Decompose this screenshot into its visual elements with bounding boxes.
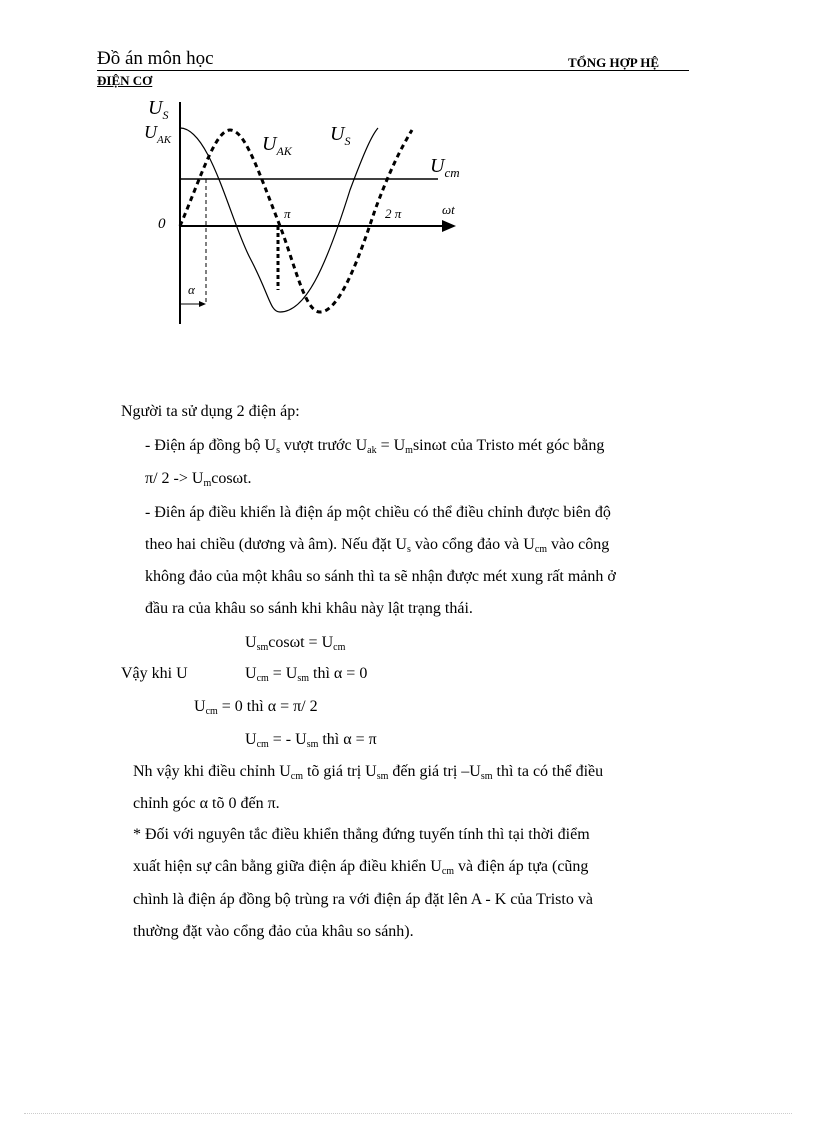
uak-axis-label: $U_{AK}$ bbox=[144, 122, 172, 146]
x-axis-arrow bbox=[442, 220, 456, 232]
uak-curve bbox=[180, 130, 412, 312]
para4-line2: xuất hiện sự cân bằng giữa điện áp điều khiển $U_{cm}$ và điện áp tựa (cũng bbox=[133, 858, 589, 877]
para3-line1: Nh vậy khi điều chỉnh $U_{cm}$ tõ giá trị $U_{sm}$ đến giá trị $-U_{sm}$ thì ta có thể điều bbox=[133, 763, 604, 782]
para3-line2: chỉnh góc α tõ 0 đến π. bbox=[133, 795, 280, 812]
header-subtitle: ĐIỆN CƠ bbox=[97, 73, 153, 88]
equation-3: $U_{cm} = 0$ thì α = π/ 2 bbox=[194, 698, 318, 717]
header-title: Đồ án môn học bbox=[97, 48, 214, 69]
para4-line4: thường đặt vào cổng đảo của khâu so sánh). bbox=[133, 923, 414, 940]
waveform-diagram bbox=[140, 90, 480, 330]
equation-2: $U_{cm} = U_{sm}$ thì α = 0 bbox=[245, 665, 368, 684]
footer-rule bbox=[24, 1113, 792, 1114]
para2-line1: - Điên áp điều khiển là điện áp một chiều có thể điều chỉnh được biên độ bbox=[145, 504, 611, 521]
two-pi-label: 2 π bbox=[385, 206, 402, 221]
header-rule bbox=[97, 70, 689, 71]
equation-4: $U_{cm}$ = - $U_{sm}$ thì α = π bbox=[245, 731, 377, 750]
origin-label: 0 bbox=[158, 216, 166, 232]
equation-2-prefix: Vậy khi U bbox=[121, 665, 188, 682]
para1-line2: π/ $2 -> U_m\cos\omega t$. bbox=[145, 470, 252, 489]
para2-line2: theo hai chiều (dương và âm). Nếu đặt $U_s$ vào cổng đảo và $U_{cm}$ vào công bbox=[145, 536, 610, 555]
para4-line1: * Đối với nguyên tắc điều khiển thẳng đứng tuyến tính thì tại thời điểm bbox=[133, 826, 590, 843]
para4-line3: chình là điện áp đồng bộ trùng ra với điện áp đặt lên A - K của Tristo và bbox=[133, 891, 593, 908]
header-right-title: TỔNG HỢP HỆ bbox=[568, 55, 660, 70]
pi-label: π bbox=[284, 206, 291, 221]
uak-curve-label: $U_{AK}$ bbox=[262, 133, 292, 158]
equation-1: $U_{sm}\cos\omega t = U_{cm}$ bbox=[245, 634, 346, 653]
para2-line4: đầu ra của khâu so sánh khi khâu này lật trạng thái. bbox=[145, 600, 473, 617]
omega-t-label: ωt bbox=[442, 202, 455, 217]
ucm-label: $U_{cm}$ bbox=[430, 155, 460, 180]
para1-line1: - Điện áp đồng bộ $U_s$ vượt trước $U_{ak} = U_m\sin\omega t$ của Tristo mét góc bằng bbox=[145, 437, 605, 456]
us-axis-label: $U_S$ bbox=[148, 97, 169, 122]
alpha-label: α bbox=[188, 282, 195, 297]
alpha-arrow-head bbox=[199, 301, 206, 307]
us-curve-label: $U_S$ bbox=[330, 123, 351, 148]
para2-line3: không đảo của một khâu so sánh thì ta sẽ nhận được mét xung rất mảnh ở bbox=[145, 568, 616, 585]
intro-text: Người ta sử dụng 2 điện áp: bbox=[121, 403, 300, 420]
